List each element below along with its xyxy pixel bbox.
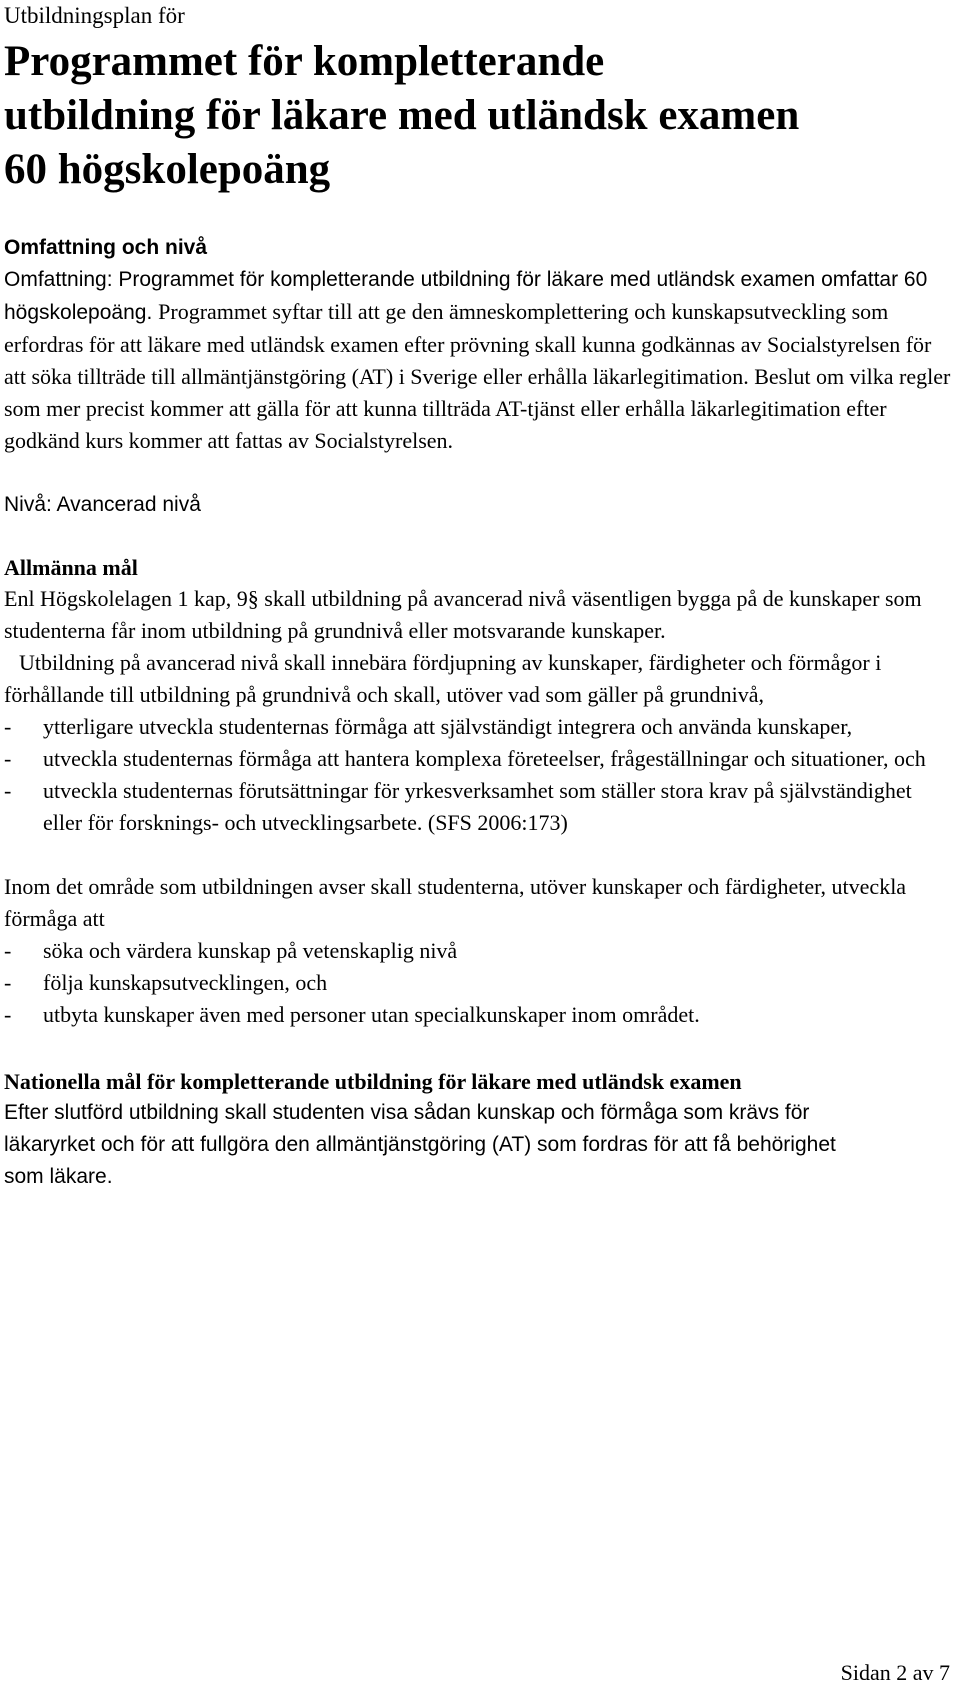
scope-text-part1: Omfattning: Programmet för kompletterande utbildning för läkare med utländsk examen omfattar 60 högskolepoäng. (4, 268, 928, 324)
document-title: Programmet för kompletterande utbildning för läkare med utländsk examen 60 högskolepoäng (4, 38, 800, 193)
level-text: Nivå: Avancerad nivå (4, 493, 201, 516)
document-page (4, 0, 954, 1193)
page-number: Sidan 2 av 7 (840, 1660, 950, 1685)
advanced-level-requirements-list (4, 711, 954, 839)
list-item: - följa kunskapsutvecklingen, och (4, 970, 328, 995)
scope-text-part3: Beslut om vilka regler som mer precist kommer att gälla för att kunna tillträda AT-tjänst eller erhålla läkarlegitimation efter godkänd kurs kommer att fattas av Socialstyrelsen. (4, 364, 951, 453)
list-item: - utveckla studenternas förutsättningar för yrkesverksamhet som ställer stora krav på självständighet eller för forsknings- och utvecklingsarbete. (SFS 2006:173) (4, 778, 912, 835)
list-item: - söka och värdera kunskap på vetenskaplig nivå (4, 938, 458, 963)
document-type-label: Utbildningsplan för (4, 3, 185, 28)
national-goals-text: Efter slutförd utbildning skall studenten visa sådan kunskap och förmåga som krävs för läkaryrket och för att fullgöra den allmäntjänstgöring (AT) som fordras för att få behörighet som läkare. (4, 1101, 836, 1188)
student-abilities-list (4, 935, 954, 1031)
list-item: - ytterligare utveckla studenternas förmåga att självständigt integrera och använda kunskaper, (4, 714, 853, 739)
scope-text (4, 263, 954, 457)
national-goals-heading: Nationella mål för kompletterande utbildning för läkare med utländsk examen (4, 1069, 742, 1094)
general-goals-para1: Enl Högskolelagen 1 kap, 9§ skall utbildning på avancerad nivå väsentligen bygga på de kunskaper som studenterna får inom utbildning på grundnivå eller motsvarande kunskaper. (4, 586, 922, 643)
general-goals-para3: Inom det område som utbildningen avser skall studenterna, utöver kunskaper och färdigheter, utveckla förmåga att (4, 874, 907, 931)
scope-text-part2: Programmet syftar till att ge den ämneskomplettering och kunskapsutveckling som erfordras för att läkare med utländsk examen efter prövning skall kunna godkännas av Socialstyrelsen för att söka tillträde till allmäntjänstgöring (AT) i Sverige eller erhålla läkarlegitimation. (4, 299, 932, 389)
general-goals-para2: Utbildning på avancerad nivå skall innebära fördjupning av kunskaper, färdigheter och förmågor i förhållande till utbildning på grundnivå och skall, utöver vad som gäller på grundnivå, (4, 650, 882, 707)
scope-heading: Omfattning och nivå (4, 236, 208, 259)
list-item: - utbyta kunskaper även med personer utan specialkunskaper inom området. (4, 1002, 700, 1027)
general-goals-heading: Allmänna mål (4, 555, 138, 580)
list-item: - utveckla studenternas förmåga att hantera komplexa företeelser, frågeställningar och situationer, och (4, 746, 926, 771)
